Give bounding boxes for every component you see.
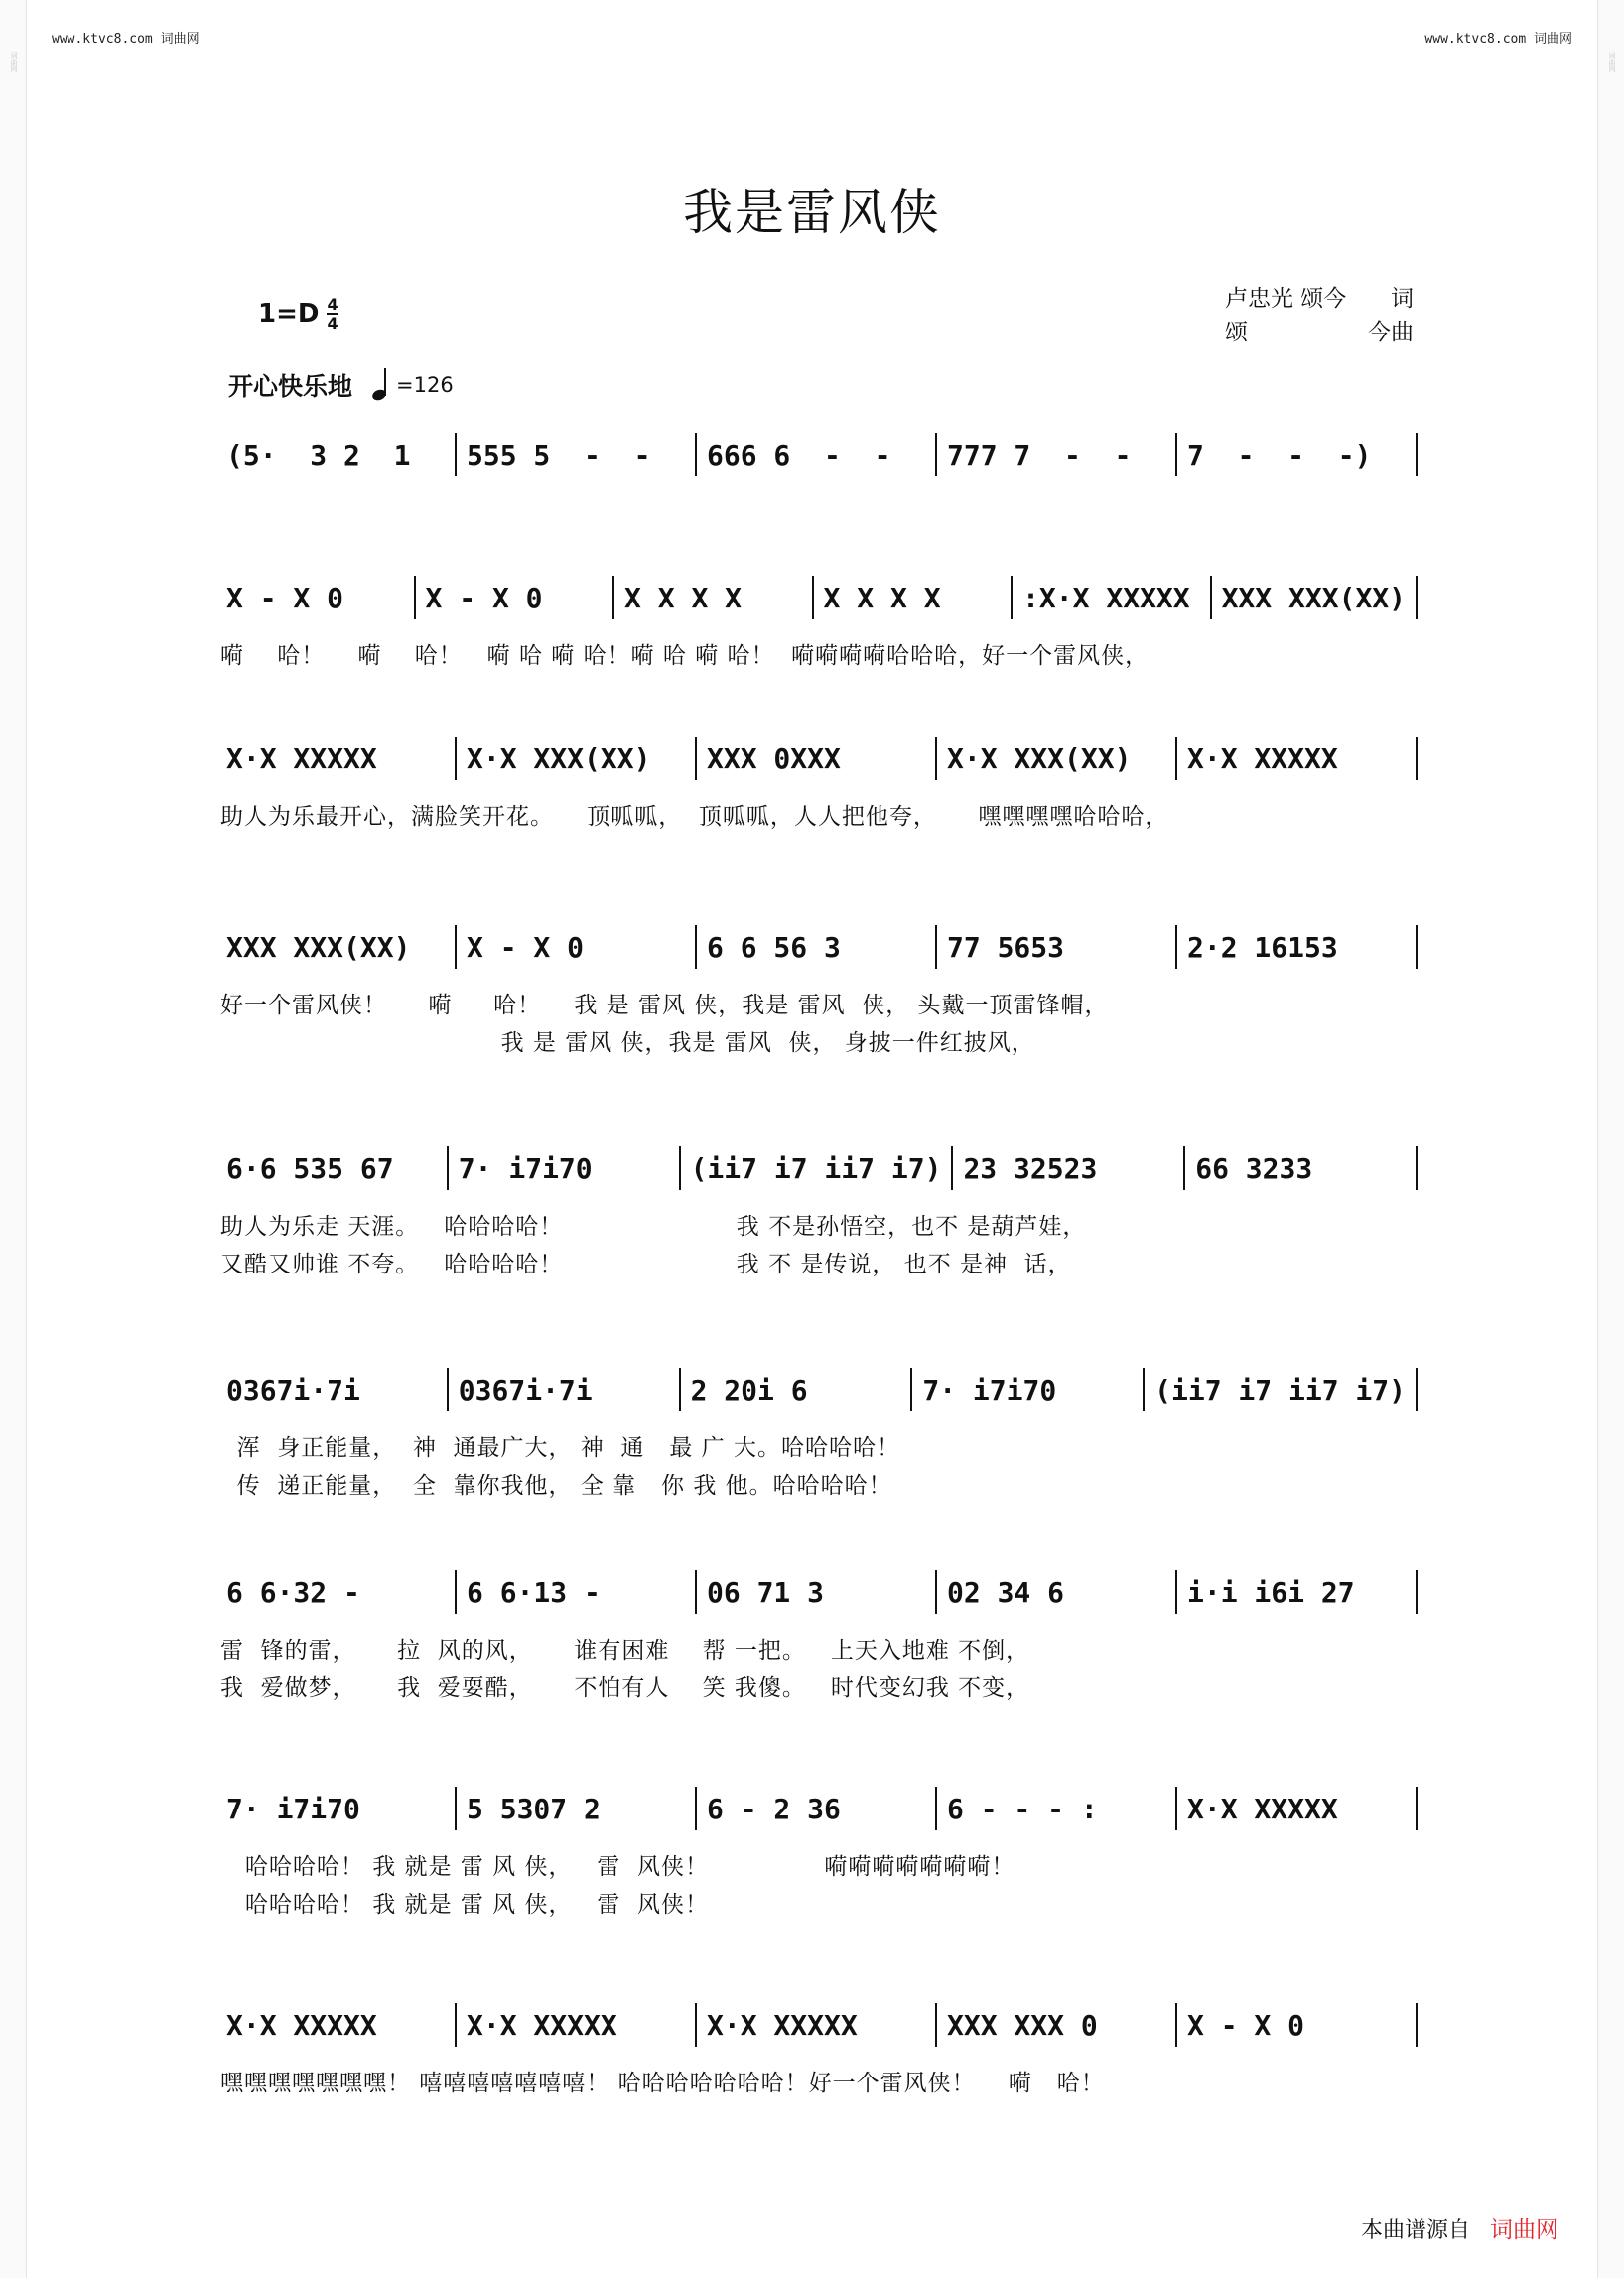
- barline: [695, 925, 697, 969]
- barline: [812, 576, 814, 619]
- song-title: 我是雷风侠: [683, 184, 941, 241]
- measure: 7· i7i70: [226, 1792, 360, 1825]
- measure: :X·X XXXXX: [1022, 581, 1190, 614]
- measure: 02 34 6: [947, 1575, 1065, 1609]
- measure: XXX XXX 0: [947, 2008, 1098, 2042]
- barline: [612, 576, 614, 619]
- barline: [935, 433, 937, 476]
- measure: X X X X: [823, 581, 941, 614]
- measure: (ii7 i7 ii7 i7): [1154, 1373, 1406, 1407]
- footer-brand: 词曲网: [1490, 2217, 1558, 2243]
- barline: [447, 1368, 449, 1411]
- measure: 6·6 535 67: [226, 1151, 394, 1185]
- measure: 555 5 - -: [467, 438, 651, 471]
- barline: [935, 737, 937, 780]
- barline: [695, 737, 697, 780]
- barline: [951, 1146, 953, 1190]
- score-line: [220, 433, 1421, 476]
- credit-music: [1225, 316, 1414, 349]
- measure: 2·2 16153: [1187, 930, 1338, 964]
- barline: [935, 1787, 937, 1830]
- tempo-text: 开心快乐地: [228, 372, 353, 401]
- measure: 0367i·7i: [226, 1373, 360, 1407]
- barline: [935, 925, 937, 969]
- barline: [455, 433, 457, 476]
- barline: [455, 925, 457, 969]
- measure: XXX XXX(XX): [1221, 581, 1407, 614]
- watermark-text: 词曲网: [10, 52, 18, 72]
- measure: X·X XXXXX: [707, 2008, 858, 2042]
- barline: [935, 2003, 937, 2047]
- measure: X·X XXXXX: [1187, 741, 1338, 775]
- measure: 06 71 3: [707, 1575, 825, 1609]
- barline: [455, 1787, 457, 1830]
- right-margin-strip: [1597, 0, 1624, 2278]
- credit-lyrics-names: 卢忠光 颂今: [1225, 286, 1347, 312]
- measure: 6 - 2 36: [707, 1792, 841, 1825]
- measure: X - X 0: [1187, 2008, 1305, 2042]
- measure: 23 32523: [963, 1151, 1098, 1185]
- score-line: [220, 925, 1421, 969]
- barline: [679, 1146, 681, 1190]
- header-url-right: www.ktvc8.com 词曲网: [1424, 32, 1572, 47]
- measure: (ii7 i7 ii7 i7): [690, 1151, 942, 1185]
- measure: 6 6·13 -: [467, 1575, 601, 1609]
- barline: [695, 433, 697, 476]
- barline: [1416, 433, 1418, 476]
- measure: X·X XXXXX: [226, 2008, 377, 2042]
- tempo-marking: [228, 367, 454, 403]
- barline: [1175, 737, 1177, 780]
- barline: [1416, 1787, 1418, 1830]
- barline: [695, 1787, 697, 1830]
- lyric-line: 哈哈哈哈！ 我 就是 雷 风 侠， 雷 风侠！: [220, 1892, 710, 1918]
- lyric-line: 助人为乐最开心，满脸笑开花。 顶呱呱， 顶呱呱，人人把他夸， 嘿嘿嘿嘿哈哈哈，: [220, 804, 1169, 830]
- credit-music-role: 今曲: [1368, 320, 1414, 345]
- credits: [1225, 282, 1414, 349]
- header-url-left: www.ktvc8.com 词曲网: [52, 32, 200, 47]
- measure: X - X 0: [467, 930, 585, 964]
- credit-music-name: 颂: [1225, 320, 1248, 345]
- barline: [1175, 1787, 1177, 1830]
- left-margin-strip: [0, 0, 27, 2278]
- footer: [1361, 2211, 1558, 2244]
- measure: X·X XXXXX: [1187, 1792, 1338, 1825]
- measure: X·X XXXXX: [226, 741, 377, 775]
- lyric-line: 嗬 哈！ 嗬 哈！ 嗬 哈 嗬 哈！嗬 哈 嗬 哈！ 嗬嗬嗬嗬哈哈哈，好一个雷风侠，: [220, 643, 1150, 669]
- measure: 666 6 - -: [707, 438, 891, 471]
- barline: [910, 1368, 912, 1411]
- lyric-line: 又酷又帅谁 不夸。 哈哈哈哈！ 我 不 是传说， 也不 是神 话，: [220, 1252, 1072, 1277]
- barline: [447, 1146, 449, 1190]
- barline: [1416, 925, 1418, 969]
- barline: [1143, 1368, 1145, 1411]
- score-line: [220, 1787, 1421, 1830]
- barline: [455, 2003, 457, 2047]
- measure: 2 20i 6: [690, 1373, 808, 1407]
- lyric-line: 助人为乐走 天涯。 哈哈哈哈！ 我 不是孙悟空，也不 是葫芦娃，: [220, 1214, 1087, 1240]
- measure: X·X XXX(XX): [947, 741, 1132, 775]
- measure: XXX XXX(XX): [226, 930, 411, 964]
- measure: X - X 0: [425, 581, 543, 614]
- score-line: [220, 576, 1421, 619]
- score-line: [220, 1368, 1421, 1411]
- barline: [1011, 576, 1013, 619]
- time-top: 4: [327, 295, 338, 314]
- lyric-line: 浑 身正能量， 神 通最广大， 神 通 最 广 大。哈哈哈哈！: [220, 1435, 900, 1461]
- lyric-line: 我 爱做梦， 我 爱耍酷， 不怕有人 笑 我傻。 时代变幻我 不变，: [220, 1675, 1030, 1701]
- barline: [455, 1570, 457, 1614]
- measure: 6 6·32 -: [226, 1575, 360, 1609]
- lyric-line: 传 递正能量， 全 靠你我他， 全 靠 你 我 他。哈哈哈哈！: [220, 1473, 892, 1499]
- time-bottom: 4: [327, 314, 338, 333]
- measure: 777 7 - -: [947, 438, 1132, 471]
- barline: [1416, 1368, 1418, 1411]
- measure: 6 6 56 3: [707, 930, 841, 964]
- score-line: [220, 1570, 1421, 1614]
- measure: 0367i·7i: [458, 1373, 593, 1407]
- footer-source-label: 本曲谱源自: [1360, 2218, 1470, 2243]
- barline: [679, 1368, 681, 1411]
- barline: [1416, 1146, 1418, 1190]
- credit-lyrics-role: 词: [1391, 286, 1414, 312]
- measure: X X X X: [624, 581, 743, 614]
- lyric-line: 哈哈哈哈！ 我 就是 雷 风 侠， 雷 风侠！ 嗬嗬嗬嗬嗬嗬嗬！: [220, 1854, 1015, 1880]
- measure: 77 5653: [947, 930, 1065, 964]
- lyric-line: 好一个雷风侠！ 嗬 哈！ 我 是 雷风 侠，我是 雷风 侠， 头戴一顶雷锋帽，: [220, 993, 1109, 1018]
- barline: [1175, 1570, 1177, 1614]
- measure: i·i i6i 27: [1187, 1575, 1355, 1609]
- barline: [1416, 576, 1418, 619]
- score-line: [220, 737, 1421, 780]
- measure: X·X XXXXX: [467, 2008, 617, 2042]
- measure: X - X 0: [226, 581, 344, 614]
- barline: [695, 1570, 697, 1614]
- barline: [1416, 737, 1418, 780]
- lyric-line: 我 是 雷风 侠，我是 雷风 侠， 身披一件红披风，: [220, 1030, 1035, 1056]
- credit-lyrics: [1225, 282, 1414, 316]
- watermark-text: 词曲网: [1608, 52, 1616, 72]
- barline: [935, 1570, 937, 1614]
- barline: [695, 2003, 697, 2047]
- measure: (5· 3 2 1: [226, 438, 411, 471]
- score-line: [220, 1146, 1421, 1190]
- lyric-line: 雷 锋的雷， 拉 风的风， 谁有困难 帮 一把。 上天入地难 不倒，: [220, 1638, 1030, 1664]
- quarter-note-icon: [372, 370, 394, 400]
- barline: [1210, 576, 1212, 619]
- barline: [1416, 1570, 1418, 1614]
- barline: [1175, 2003, 1177, 2047]
- time-signature: [327, 296, 338, 332]
- barline: [455, 737, 457, 780]
- measure: 7· i7i70: [458, 1151, 593, 1185]
- lyric-line: 嘿嘿嘿嘿嘿嘿嘿！ 嘻嘻嘻嘻嘻嘻嘻！ 哈哈哈哈哈哈哈！好一个雷风侠！ 嗬 哈！: [220, 2071, 1105, 2096]
- measure: X·X XXX(XX): [467, 741, 651, 775]
- measure: 7 - - -): [1187, 438, 1372, 471]
- tempo-bpm: =126: [396, 373, 454, 397]
- barline: [1416, 2003, 1418, 2047]
- key-signature: [258, 296, 338, 332]
- barline: [1183, 1146, 1185, 1190]
- measure: XXX 0XXX: [707, 741, 841, 775]
- key-text: 1=D: [258, 299, 320, 329]
- barline: [414, 576, 416, 619]
- barline: [1175, 433, 1177, 476]
- measure: 5 5307 2: [467, 1792, 601, 1825]
- measure: 6 - - - :: [947, 1792, 1098, 1825]
- measure: 66 3233: [1195, 1151, 1313, 1185]
- measure: 7· i7i70: [922, 1373, 1057, 1407]
- barline: [1175, 925, 1177, 969]
- score-line: [220, 2003, 1421, 2047]
